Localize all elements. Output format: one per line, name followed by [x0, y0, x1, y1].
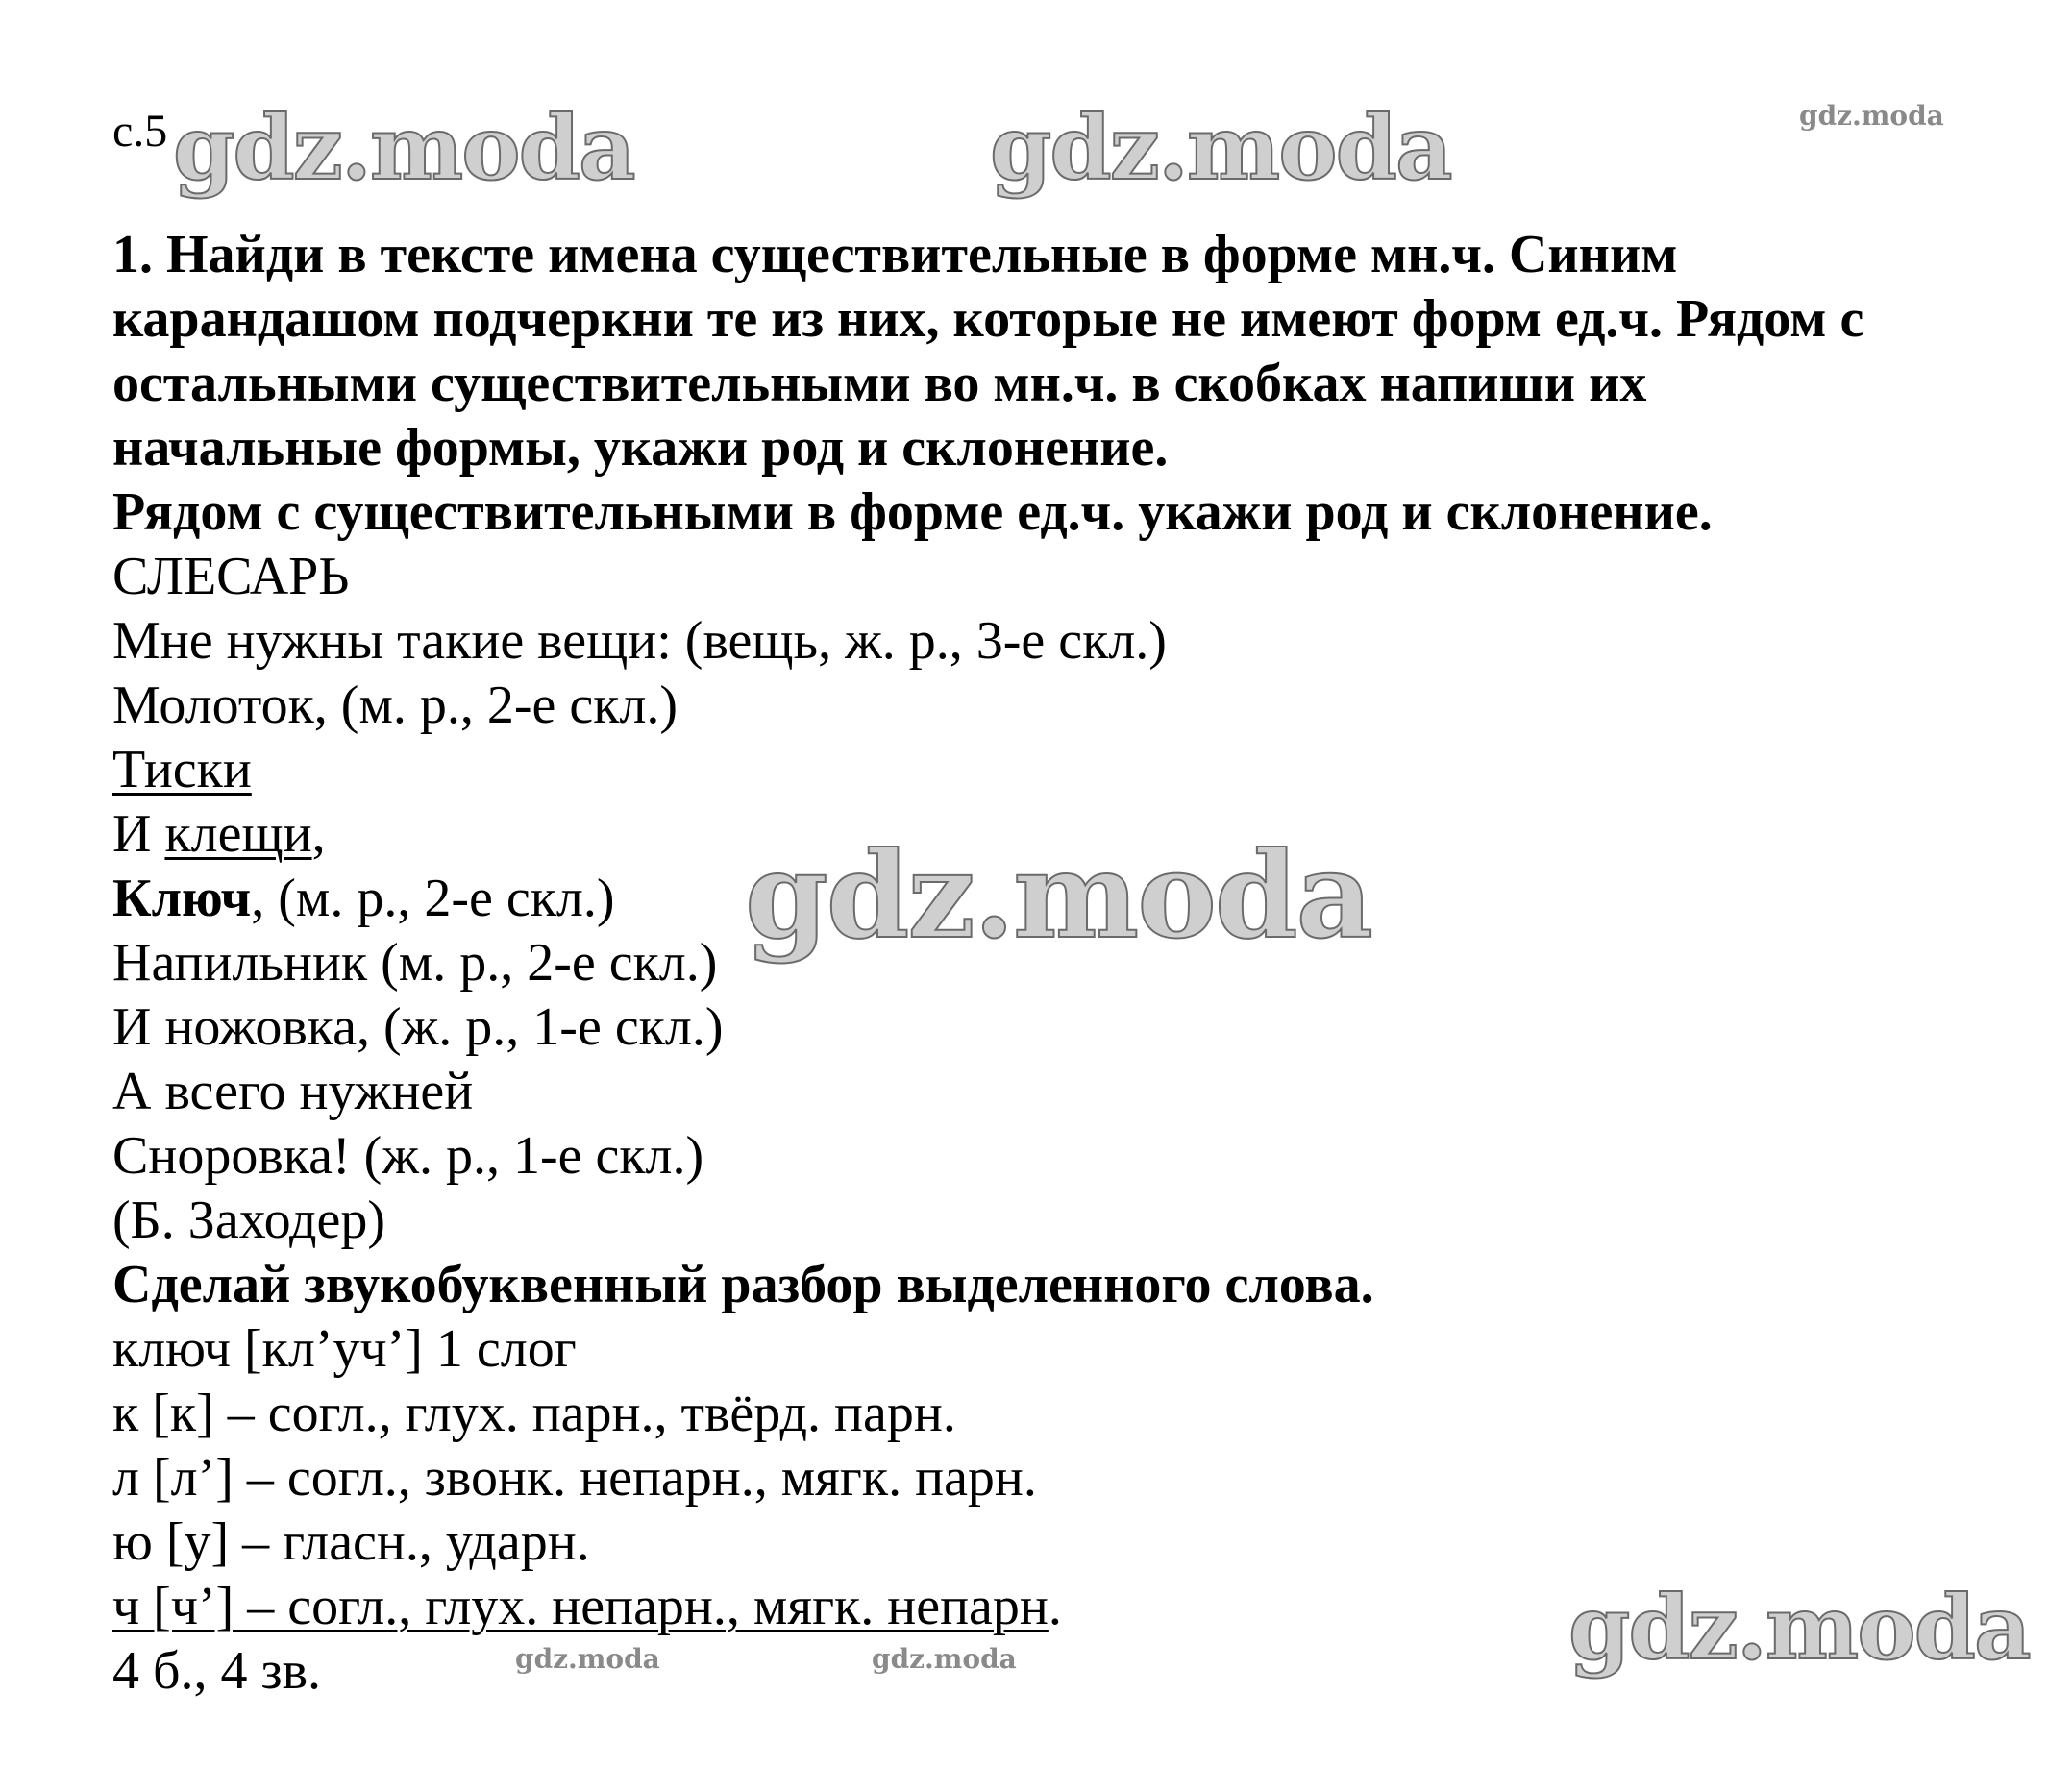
poem-line-4-prefix: И	[112, 804, 165, 864]
poem-line-4-suffix: ,	[311, 804, 326, 864]
watermark-bottom-small-2: gdz.moda	[872, 1643, 1017, 1675]
analysis-line-5	[112, 1575, 1062, 1638]
poem-line-5-bold-word: Ключ	[112, 869, 252, 928]
poem-line-5-rest: , (м. р., 2-е скл.)	[251, 869, 615, 928]
task-line-4: начальные формы, укажи род и склонение.	[112, 418, 1169, 478]
analysis-line-3: л [л’] – согл., звонк. непарн., мягк. парн.	[112, 1448, 1037, 1508]
watermark-top-left: gdz.moda	[173, 96, 634, 200]
task-line-2: карандашом подчеркни те из них, которые не имеют форм ед.ч. Рядом с	[112, 289, 1864, 349]
poem-line-8: А всего нужней	[112, 1062, 474, 1121]
watermark-middle: gdz.moda	[745, 826, 1371, 966]
analysis-line-6: 4 б., 4 зв.	[112, 1641, 322, 1701]
analysis-line-2: к [к] – согл., глух. парн., твёрд. парн.	[112, 1384, 956, 1443]
watermark-bottom-right: gdz.moda	[1568, 1576, 2030, 1680]
analysis-heading: Сделай звукобуквенный разбор выделенного слова.	[112, 1255, 1374, 1314]
poem-line-4	[112, 802, 326, 866]
analysis-line-5-end: .	[1048, 1577, 1062, 1636]
poem-author: (Б. Заходер)	[112, 1191, 385, 1250]
poem-line-9: Сноровка! (ж. р., 1-е скл.)	[112, 1126, 704, 1186]
poem-line-3-underlined: Тиски	[112, 740, 252, 799]
page-label: с.5	[112, 106, 168, 157]
task-line-5: Рядом с существительными в форме ед.ч. укажи род и склонение.	[112, 482, 1713, 542]
analysis-line-4: ю [у] – гласн., ударн.	[112, 1512, 590, 1572]
watermark-top-right-small: gdz.moda	[1799, 100, 1944, 132]
analysis-line-1: ключ [кл’уч’] 1 слог	[112, 1319, 577, 1379]
poem-line-2: Молоток, (м. р., 2-е скл.)	[112, 675, 679, 735]
poem-line-5	[112, 867, 615, 930]
analysis-line-5-underlined: ч [ч’] – согл., глух. непарн., мягк. непарн	[112, 1577, 1049, 1636]
watermark-top-center: gdz.moda	[990, 96, 1451, 200]
poem-line-7: И ножовка, (ж. р., 1-е скл.)	[112, 997, 724, 1057]
task-line-1: 1. Найди в тексте имена существительные в форме мн.ч. Синим	[112, 225, 1678, 284]
poem-line-1: Мне нужны такие вещи: (вещь, ж. р., 3-е скл.)	[112, 611, 1167, 671]
poem-line-6: Напильник (м. р., 2-е скл.)	[112, 933, 718, 993]
poem-title: СЛЕСАРЬ	[112, 547, 350, 606]
watermark-bottom-small-1: gdz.moda	[515, 1643, 660, 1675]
task-line-3: остальными существительными во мн.ч. в скобках напиши их	[112, 354, 1647, 413]
poem-line-4-underlined-word: клещи	[164, 804, 312, 864]
